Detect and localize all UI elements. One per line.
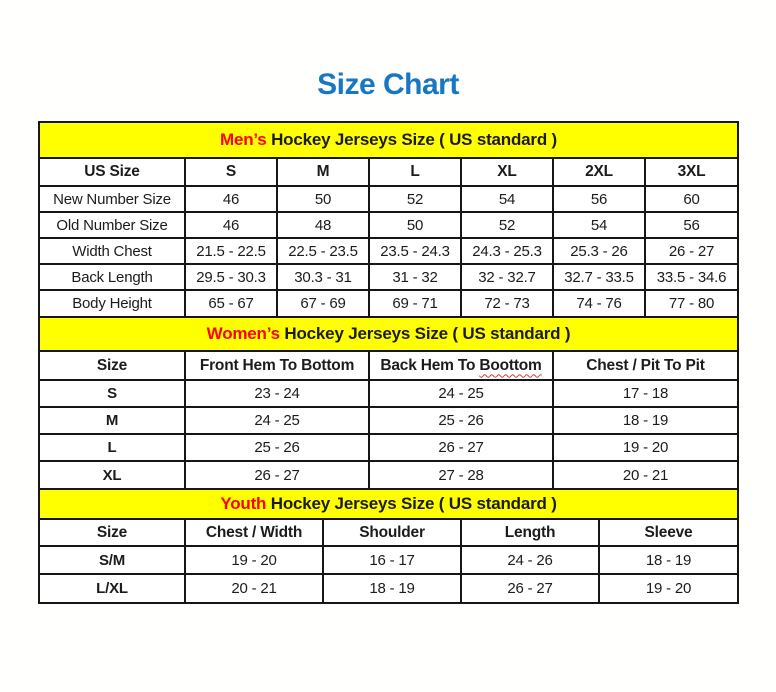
row-label: Width Chest <box>40 238 185 264</box>
youth-header-length: Length <box>461 520 599 546</box>
table-cell: 19 - 20 <box>553 434 737 461</box>
table-row <box>40 546 737 574</box>
table-cell: 67 - 69 <box>277 290 369 316</box>
table-cell: 46 <box>185 186 277 212</box>
table-cell: 52 <box>461 212 553 238</box>
table-row <box>40 574 737 602</box>
table-cell: 32.7 - 33.5 <box>553 264 645 290</box>
table-cell: 52 <box>369 186 461 212</box>
row-label: XL <box>40 461 185 488</box>
table-cell: 24 - 26 <box>461 546 599 574</box>
mens-size-table <box>40 159 737 316</box>
table-cell: 24.3 - 25.3 <box>461 238 553 264</box>
table-row <box>40 380 737 407</box>
mens-header-us-size: US Size <box>40 159 185 186</box>
table-row <box>40 238 737 264</box>
table-cell: 19 - 20 <box>185 546 323 574</box>
womens-header-chest: Chest / Pit To Pit <box>553 352 737 380</box>
youth-size-table <box>40 520 737 602</box>
table-cell: 50 <box>277 186 369 212</box>
table-cell: 21.5 - 22.5 <box>185 238 277 264</box>
table-cell: 32 - 32.7 <box>461 264 553 290</box>
row-label: L/XL <box>40 574 185 602</box>
table-cell: 22.5 - 23.5 <box>277 238 369 264</box>
mens-header-s: S <box>185 159 277 186</box>
table-cell: 33.5 - 34.6 <box>645 264 737 290</box>
mens-banner-text: Hockey Jerseys Size ( US standard ) <box>266 130 557 149</box>
youth-banner-highlight: Youth <box>220 494 267 513</box>
row-label: M <box>40 407 185 434</box>
table-cell: 65 - 67 <box>185 290 277 316</box>
table-cell: 17 - 18 <box>553 380 737 407</box>
row-label: S <box>40 380 185 407</box>
womens-section-banner <box>40 316 737 352</box>
table-row <box>40 212 737 238</box>
table-cell: 27 - 28 <box>369 461 553 488</box>
table-cell: 54 <box>461 186 553 212</box>
mens-header-3xl: 3XL <box>645 159 737 186</box>
youth-header-size: Size <box>40 520 185 546</box>
mens-section-banner <box>40 123 737 159</box>
row-label: New Number Size <box>40 186 185 212</box>
mens-header-2xl: 2XL <box>553 159 645 186</box>
table-cell: 23 - 24 <box>185 380 369 407</box>
table-cell: 54 <box>553 212 645 238</box>
table-cell: 26 - 27 <box>185 461 369 488</box>
table-cell: 24 - 25 <box>369 380 553 407</box>
table-cell: 26 - 27 <box>645 238 737 264</box>
table-cell: 25 - 26 <box>369 407 553 434</box>
youth-header-sleeve: Sleeve <box>599 520 737 546</box>
youth-header-row <box>40 520 737 546</box>
table-cell: 50 <box>369 212 461 238</box>
womens-banner-text: Hockey Jerseys Size ( US standard ) <box>279 324 571 343</box>
table-cell: 60 <box>645 186 737 212</box>
mens-header-m: M <box>277 159 369 186</box>
table-row <box>40 434 737 461</box>
table-cell: 56 <box>553 186 645 212</box>
page-title: Size Chart <box>317 68 459 101</box>
table-cell: 26 - 27 <box>369 434 553 461</box>
womens-header-front-hem: Front Hem To Bottom <box>185 352 369 380</box>
table-cell: 69 - 71 <box>369 290 461 316</box>
womens-banner-highlight: Women’s <box>206 324 280 343</box>
table-cell: 20 - 21 <box>185 574 323 602</box>
table-cell: 30.3 - 31 <box>277 264 369 290</box>
row-label: Body Height <box>40 290 185 316</box>
table-cell: 19 - 20 <box>599 574 737 602</box>
womens-header-row <box>40 352 737 380</box>
womens-size-table <box>40 352 737 488</box>
table-cell: 46 <box>185 212 277 238</box>
table-cell: 25 - 26 <box>185 434 369 461</box>
mens-header-xl: XL <box>461 159 553 186</box>
mens-header-row <box>40 159 737 186</box>
row-label: Old Number Size <box>40 212 185 238</box>
table-row <box>40 264 737 290</box>
row-label: Back Length <box>40 264 185 290</box>
table-cell: 25.3 - 26 <box>553 238 645 264</box>
table-cell: 74 - 76 <box>553 290 645 316</box>
table-cell: 77 - 80 <box>645 290 737 316</box>
table-cell: 18 - 19 <box>599 546 737 574</box>
table-cell: 26 - 27 <box>461 574 599 602</box>
table-cell: 29.5 - 30.3 <box>185 264 277 290</box>
table-row <box>40 186 737 212</box>
table-cell: 23.5 - 24.3 <box>369 238 461 264</box>
table-cell: 56 <box>645 212 737 238</box>
table-row <box>40 290 737 316</box>
row-label: L <box>40 434 185 461</box>
table-cell: 24 - 25 <box>185 407 369 434</box>
womens-header-back-hem <box>369 352 553 380</box>
table-cell: 72 - 73 <box>461 290 553 316</box>
row-label: S/M <box>40 546 185 574</box>
back-hem-misspelled-word: Boottom <box>479 356 542 374</box>
table-cell: 31 - 32 <box>369 264 461 290</box>
back-hem-label-prefix: Back Hem To <box>380 356 480 374</box>
size-chart <box>38 121 739 604</box>
table-row <box>40 461 737 488</box>
mens-banner-highlight: Men’s <box>220 130 267 149</box>
table-cell: 20 - 21 <box>553 461 737 488</box>
table-row <box>40 407 737 434</box>
womens-header-size: Size <box>40 352 185 380</box>
youth-banner-text: Hockey Jerseys Size ( US standard ) <box>266 494 557 513</box>
table-cell: 48 <box>277 212 369 238</box>
youth-section-banner <box>40 488 737 520</box>
table-cell: 16 - 17 <box>323 546 461 574</box>
mens-header-l: L <box>369 159 461 186</box>
youth-header-chest-width: Chest / Width <box>185 520 323 546</box>
youth-header-shoulder: Shoulder <box>323 520 461 546</box>
table-cell: 18 - 19 <box>553 407 737 434</box>
table-cell: 18 - 19 <box>323 574 461 602</box>
